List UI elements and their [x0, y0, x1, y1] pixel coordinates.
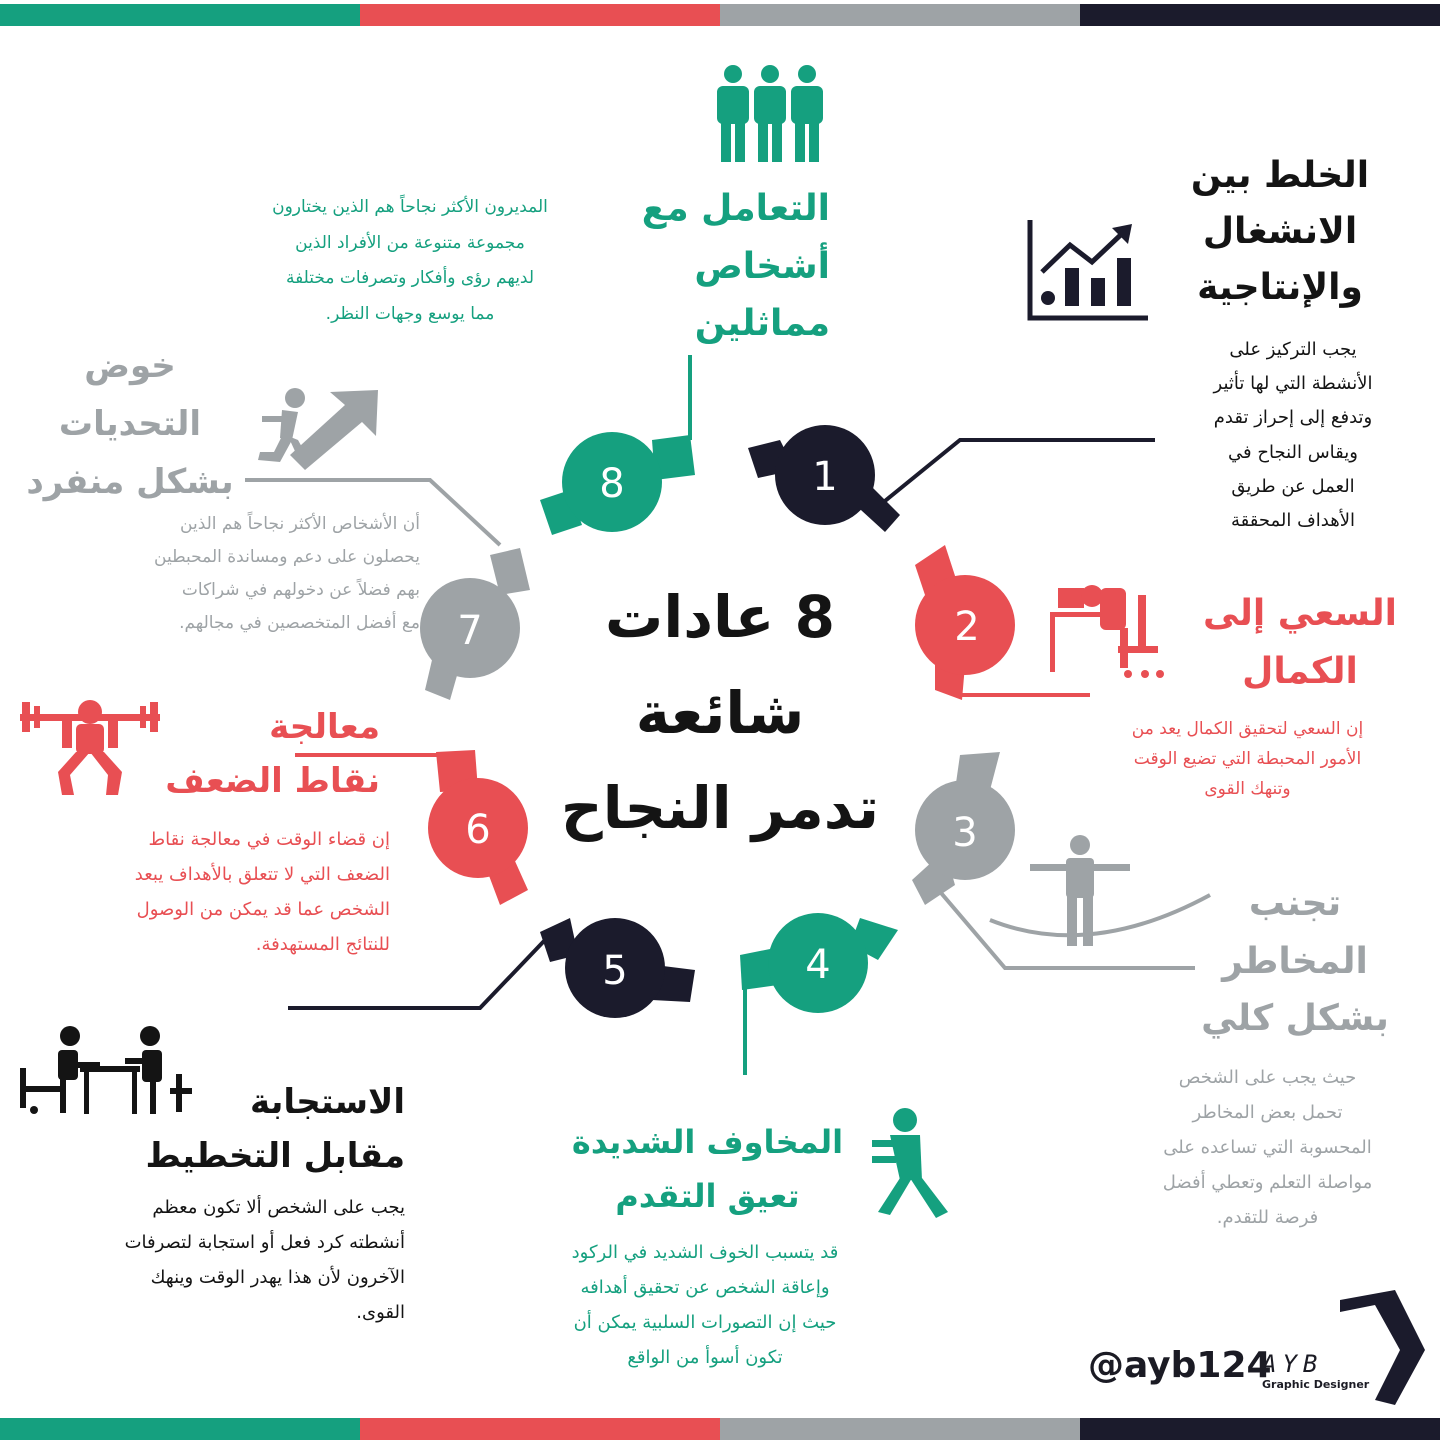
habit-4-body-line: حيث إن التصورات السلبية يمكن أن — [573, 1312, 837, 1334]
habit-5-body-line: القوى. — [356, 1302, 405, 1324]
habit-2-title-line: الكمال — [1242, 650, 1358, 692]
habit-5-title-line: مقابل التخطيط — [145, 1136, 405, 1177]
brand-logo-text: AYB — [1262, 1350, 1324, 1378]
brand-tagline: Graphic Designer — [1262, 1378, 1370, 1391]
habit-8-title-line: التعامل مع — [641, 188, 830, 229]
badge-number-1: 1 — [812, 454, 838, 500]
habit-3-body-line: فرصة للتقدم. — [1216, 1207, 1319, 1229]
center-title-line-2: شائعة — [635, 678, 805, 747]
habit-2-body — [1060, 715, 1435, 804]
habit-1-title — [1170, 148, 1390, 315]
habit-2-title — [1180, 585, 1420, 700]
author-handle: @ayb124 — [1088, 1345, 1272, 1386]
connector-3 — [930, 880, 1195, 968]
three-people-icon — [717, 65, 823, 162]
habit-2-title-line: السعي إلى — [1202, 593, 1398, 634]
habit-2-body-line: إن السعي لتحقيق الكمال يعد من — [1131, 719, 1364, 739]
habit-4-title-line: تعيق التقدم — [615, 1177, 800, 1216]
habit-4-body-line: وإعاقة الشخص عن تحقيق أهدافه — [580, 1277, 830, 1299]
habit-3-title — [1180, 875, 1410, 1048]
habit-5-title-line: الاستجابة — [250, 1082, 405, 1122]
habit-5-body-line: يجب على الشخص ألا تكون معظم — [152, 1197, 405, 1218]
habit-3-body — [1100, 1060, 1435, 1235]
bar-chart-growth-icon — [1030, 220, 1148, 318]
habit-3-title-line: بشكل كلي — [1201, 998, 1389, 1040]
habit-2-body-line: الأمور المحبطة التي تضيع الوقت — [1133, 748, 1362, 769]
habit-8-title — [615, 180, 830, 353]
habit-8-title-line: أشخاص — [694, 245, 830, 287]
badge-number-8: 8 — [599, 461, 625, 507]
habit-3-title-line: المخاطر — [1222, 940, 1368, 982]
habit-3-body-line: المحسوبة التي تساعده على — [1163, 1137, 1372, 1159]
habit-7-body-line: مع أفضل المتخصصين في مجالهم. — [179, 613, 420, 634]
habit-7-body — [10, 508, 420, 641]
habit-1-title-line: الخلط بين — [1190, 155, 1370, 196]
habit-8-body-line: لديهم رؤى وأفكار وتصرفات مختلفة — [285, 268, 535, 289]
tightrope-walker-icon — [990, 835, 1210, 946]
habit-6-body-line: للنتائج المستهدفة. — [255, 934, 390, 956]
habit-3-title-line: تجنب — [1248, 883, 1342, 924]
habit-8-body-line: المديرون الأكثر نجاحاً هم الذين يختارون — [272, 197, 548, 217]
center-title — [540, 570, 900, 857]
habit-7-body-line: أن الأشخاص الأكثر نجاحاً هم الذين — [180, 514, 420, 534]
habit-6-body-line: الضعف التي لا تتعلق بالأهداف يبعد — [134, 864, 390, 886]
habit-7-title — [10, 338, 250, 511]
habit-1-title-line: والإنتاجية — [1197, 266, 1363, 308]
habit-7-title-line: خوض — [84, 346, 176, 386]
habit-1-body-line: الأنشطة التي لها تأثير — [1213, 373, 1373, 395]
stressed-at-desk-icon — [1050, 585, 1164, 678]
habit-5-body-line: الآخرون لأن هذا يهدر الوقت وينهك — [150, 1267, 405, 1289]
habit-1-body-line: ويقاس النجاح في — [1228, 441, 1358, 463]
habit-8-title-line: مماثلين — [694, 303, 830, 345]
habit-1-body-line: العمل عن طريق — [1231, 475, 1355, 497]
habit-1-body-line: وتدفع إلى إحراز تقدم — [1213, 407, 1373, 429]
habit-4-title — [545, 1115, 870, 1224]
habit-1-body-line: يجب التركيز على — [1229, 339, 1357, 360]
badge-number-5: 5 — [602, 948, 628, 994]
habit-8-body-line: مجموعة متنوعة من الأفراد الذين — [295, 232, 525, 253]
connector-1 — [880, 440, 1155, 505]
badge-number-3: 3 — [952, 810, 978, 856]
habit-7-body-line: بهم فضلاً عن دخولهم في شراكات — [181, 580, 420, 601]
habit-1-title-line: الانشغال — [1202, 210, 1358, 252]
fearful-person-icon — [872, 1108, 948, 1218]
habit-4-title-line: المخاوف الشديدة — [571, 1123, 844, 1161]
habit-5-title — [120, 1075, 405, 1184]
habit-8-body-line: مما يوسع وجهات النظر. — [325, 304, 495, 325]
habit-2-body-line: وتنهك القوى — [1204, 778, 1291, 799]
habit-5-body — [15, 1190, 405, 1330]
habit-1-body-line: الأهداف المحققة — [1231, 509, 1355, 531]
badge-number-6: 6 — [465, 807, 491, 853]
badge-number-4: 4 — [805, 942, 831, 988]
habit-7-title-line: التحديات — [58, 403, 202, 444]
habit-6-body-line: الشخص عما قد يمكن من الوصول — [136, 899, 390, 921]
habit-6-title — [120, 700, 380, 809]
habit-6-body-line: إن قضاء الوقت في معالجة نقاط — [148, 829, 390, 850]
badge-number-2: 2 — [954, 604, 980, 650]
habit-4-body-line: تكون أسوأ من الواقع — [627, 1347, 783, 1369]
habit-4-body — [500, 1235, 910, 1375]
center-title-line-3: تدمر النجاح — [560, 774, 880, 843]
habit-6-title-line: معالجة — [269, 707, 380, 747]
habit-7-title-line: بشكل منفرد — [26, 461, 234, 502]
habit-3-body-line: مواصلة التعلم وتعطي أفضل — [1162, 1172, 1373, 1194]
center-title-line-1: 8 عادات — [605, 583, 835, 651]
habit-7-body-line: يحصلون على دعم ومساندة المحبطين — [154, 547, 420, 568]
habit-3-body-line: تحمل بعض المخاطر — [1192, 1102, 1343, 1124]
habit-6-body — [15, 822, 390, 962]
habit-1-body — [1168, 333, 1418, 538]
badge-number-7: 7 — [457, 608, 483, 654]
habit-4-body-line: قد يتسبب الخوف الشديد في الركود — [571, 1242, 839, 1263]
runner-arrow-icon — [258, 388, 378, 470]
habit-8-body — [205, 190, 615, 333]
habit-6-title-line: نقاط الضعف — [165, 761, 380, 802]
habit-3-body-line: حيث يجب على الشخص — [1178, 1067, 1357, 1088]
habit-5-body-line: أنشطته كرد فعل أو استجابة لتصرفات — [124, 1232, 405, 1254]
